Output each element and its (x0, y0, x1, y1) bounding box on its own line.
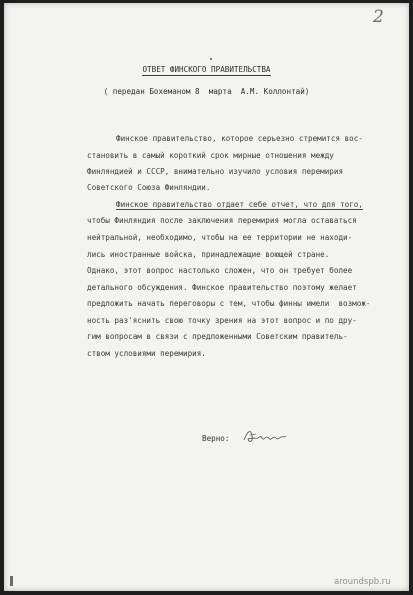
body-line: Советского Союза Финляндии. (87, 183, 211, 192)
body-line: Финляндией и СССР, внимательно изучило условия перемирия (87, 167, 344, 176)
body-line-underlined (116, 201, 363, 209)
margin-mark (10, 576, 13, 586)
body-line: детального обсуждения. Финское правительство поэтому желает (87, 283, 357, 292)
body-line: Финское правительство, которое серьезно стремится вос- (116, 134, 363, 143)
page-number: 2 (373, 7, 384, 27)
watermark: aroundspb.ru (334, 577, 391, 587)
handwritten-signature-icon (242, 426, 288, 448)
attestation-label: Верно: (202, 434, 230, 443)
document-title-text: ОТВЕТ ФИНСКОГО ПРАВИТЕЛЬСТВА (142, 65, 271, 74)
body-line: нейтральной, необходимо, чтобы на ее территории не находи- (87, 233, 353, 242)
body-line: чтобы Финляндия после заключения перемирия могла оставаться (87, 216, 357, 225)
underlined-phrase: Финское правительство отдает себе отчет, что для того, (116, 200, 363, 209)
ink-dot (210, 58, 212, 60)
body-line: Однако, этот вопрос настолько сложен, что он требует более (87, 266, 353, 275)
document-page (4, 3, 409, 591)
body-line: ность раз'яснить свою точку зрения на этот вопрос и по дру- (87, 316, 357, 325)
body-line: ством условиями перемирия. (87, 349, 206, 358)
body-line: становить в самый короткий срок мирные отношения между (87, 151, 334, 160)
body-line: предложить начать переговоры с тем, чтобы финны имели возмож- (87, 299, 371, 308)
document-title (4, 65, 409, 74)
body-line: лись иностранные войска, принадлежащие воющей стране. (87, 250, 330, 259)
body-line: гим вопросам в связи с предложенными Советским правитель- (87, 332, 348, 341)
document-subtitle: ( передан Бохеманом 8 марта А.М. Коллонтай) (103, 87, 310, 96)
